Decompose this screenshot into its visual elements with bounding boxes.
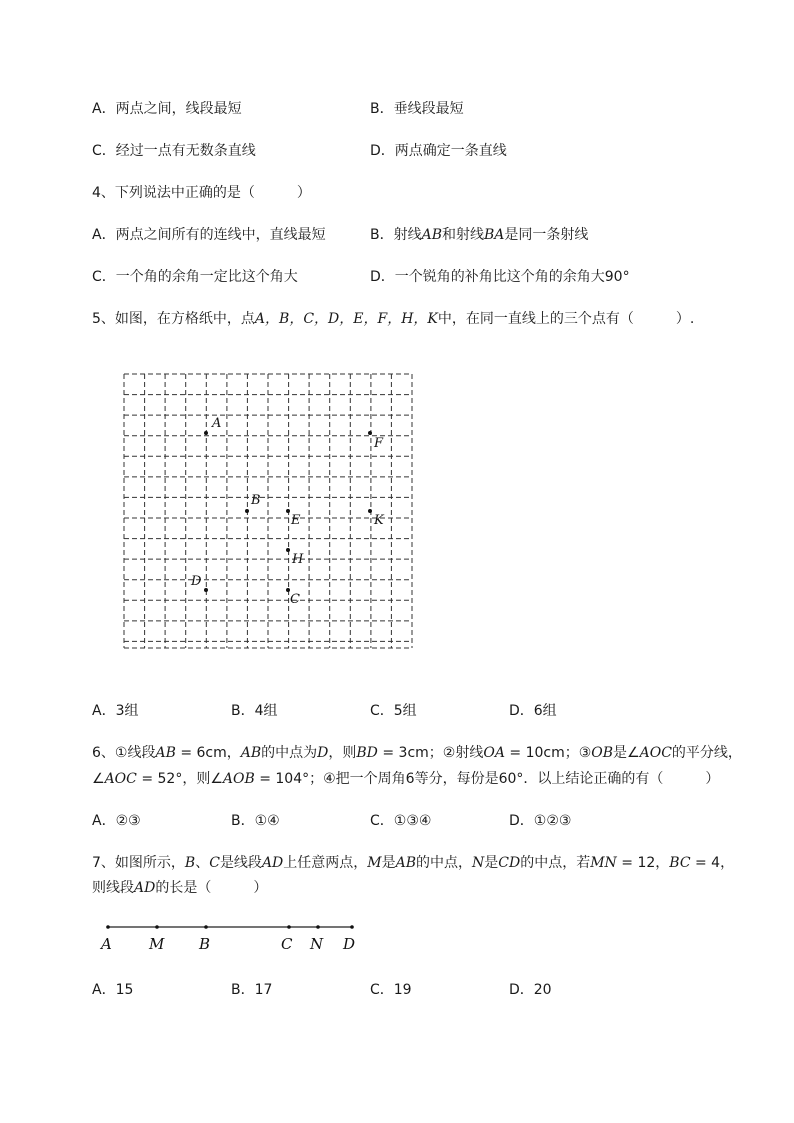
point-c-label: C <box>290 592 300 607</box>
q6-stem-line2: ∠AOC = 52°，则∠AOB = 104°；④把一个周角6等分，每份是60°．以上结论正确的有（ ） <box>92 771 720 787</box>
q7-segment-figure <box>98 918 368 958</box>
point-b-dot <box>245 509 249 513</box>
point-n-dot <box>316 925 320 929</box>
q4-stem: 4、下列说法中正确的是（ ） <box>92 185 311 201</box>
grid-points <box>204 431 372 592</box>
q5-stem: 5、如图，在方格纸中，点A，B，C，D，E，F，H，K中，在同一直线上的三个点有（ ）. <box>92 311 695 327</box>
q3-option-a: A．两点之间，线段最短 <box>92 101 242 117</box>
q5-option-c: C．5组 <box>370 703 417 719</box>
q7-stem-line1: 7、如图所示，B、C是线段AD上任意两点，M是AB的中点，N是CD的中点，若MN = 12，BC = 4， <box>92 855 735 871</box>
label-d: D <box>343 935 356 953</box>
q4-option-d: D．一个锐角的补角比这个角的余角大90° <box>370 269 630 285</box>
point-d-dot <box>204 588 208 592</box>
point-c-dot <box>287 925 291 929</box>
point-k-label: K <box>374 513 384 528</box>
q7-option-a: A．15 <box>92 982 134 998</box>
point-d-label: D <box>191 574 202 589</box>
q7-option-c: C．19 <box>370 982 412 998</box>
point-e-label: E <box>291 513 301 528</box>
label-b: B <box>199 935 211 953</box>
q6-option-b: B．①④ <box>231 813 280 829</box>
q4-option-a: A．两点之间所有的连线中，直线最短 <box>92 227 326 243</box>
label-m: M <box>149 935 165 953</box>
label-c: C <box>281 935 293 953</box>
q6-stem-line1: 6、①线段AB = 6cm，AB的中点为D，则BD = 3cm；②射线OA = 10cm；③OB是∠AOC的平分线， <box>92 745 742 761</box>
point-k-dot <box>368 509 372 513</box>
q6-option-a: A．②③ <box>92 813 141 829</box>
q3-option-b: B．垂线段最短 <box>370 101 464 117</box>
point-f-label: F <box>374 436 384 451</box>
point-b-label: B <box>251 493 261 508</box>
q5-grid-figure <box>118 368 418 656</box>
q5-option-a: A．3组 <box>92 703 139 719</box>
q3-option-d: D．两点确定一条直线 <box>370 143 507 159</box>
q3-option-c: C．经过一点有无数条直线 <box>92 143 256 159</box>
q5-option-b: B．4组 <box>231 703 278 719</box>
point-a-label: A <box>212 416 222 431</box>
q6-option-c: C．①③④ <box>370 813 432 829</box>
point-f-dot <box>368 431 372 435</box>
q6-option-d: D．①②③ <box>509 813 572 829</box>
point-d-dot <box>350 925 354 929</box>
q7-option-b: B．17 <box>231 982 273 998</box>
point-a-dot <box>204 431 208 435</box>
q4-option-b: B．射线AB和射线BA是同一条射线 <box>370 227 589 243</box>
q7-option-d: D．20 <box>509 982 552 998</box>
q5-option-d: D．6组 <box>509 703 557 719</box>
q7-stem-line2: 则线段AD的长是（ ） <box>92 880 268 896</box>
q4-option-c: C．一个角的余角一定比这个角大 <box>92 269 298 285</box>
point-h-label: H <box>292 552 304 567</box>
point-h-dot <box>286 548 290 552</box>
point-e-dot <box>286 509 290 513</box>
point-a-dot <box>106 925 110 929</box>
label-a: A <box>101 935 112 953</box>
label-n: N <box>310 935 324 953</box>
point-m-dot <box>155 925 159 929</box>
point-b-dot <box>204 925 208 929</box>
